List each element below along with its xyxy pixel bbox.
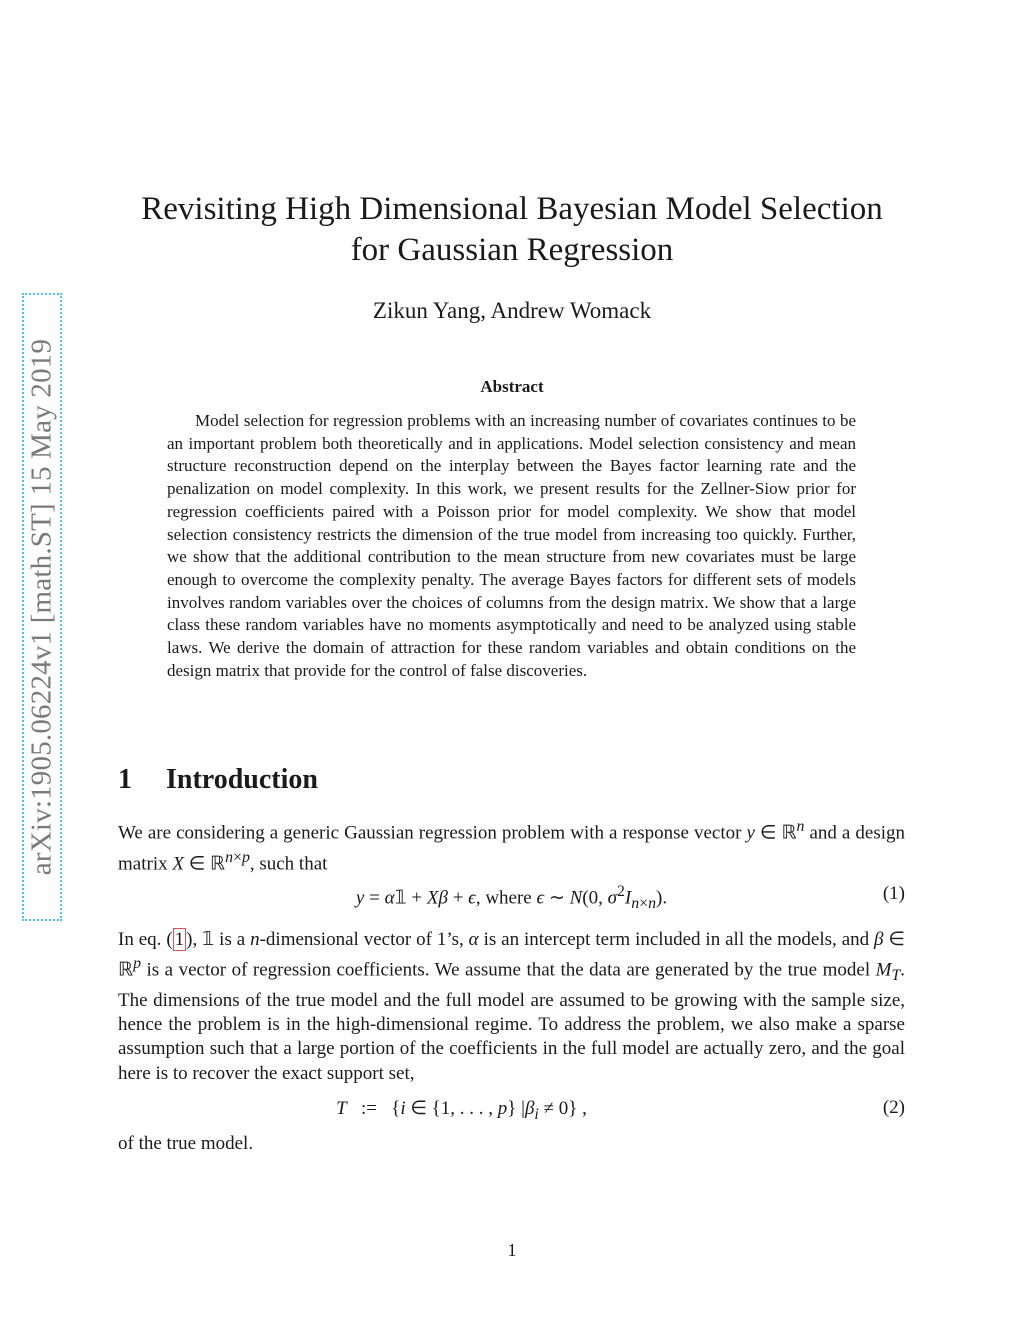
equation-2-expression: T := {i ∈ {1, . . . , p} $|\beta_i \ne 0$} , [336,1098,587,1123]
text-span: is a vector of regression coefficients. We assume that the data are generated by the true model [140,959,876,981]
intro-paragraph-3: of the true model. [118,1133,254,1154]
text-span: and a design matrix [118,822,905,874]
text-span: is an intercept term included in all the models, and [478,929,875,950]
text-span: . The dimensions of the true model and the full model are assumed to be growing with the sample size, hence the problem is in the high-dimensional regime. To address the problem, we also make a sparse assumption such that a large portion of the coefficients in the full model are actually zero, and the goal here is to recover the exact support set, [118,959,905,1084]
section-title: Introduction [166,764,318,795]
title-line-1: Revisiting High Dimensional Bayesian Model Selection [141,191,883,227]
text-span: ), 𝟙 is a [186,929,251,950]
equation-1-expression: y = α𝟙 + Xβ + ϵ, where ϵ ∼ N(0, $\sigma^2I_{n\times n}$). [355,883,668,913]
text-span: In eq. ( [118,929,173,950]
abstract-heading: Abstract [480,377,544,396]
equation-2-number: (2) [882,1097,905,1118]
text-span: We are considering a generic Gaussian regression problem with a response vector [118,822,747,844]
section-heading [118,764,318,796]
intro-paragraph-2: In eq. ( 1 ), 𝟙 is a n-dimensional vector of 1’s, α is an intercept term included in all the models, and β ∈ ℝ$^p$ is a vector of regression coefficients. We assume that the data are generated by the true model $M_T$. The dimensions of the true model and the full model are assumed to be growing with the sample size, hence the problem is in the high-dimensional regime. To address the problem, we also make a sparse assumption such that a large portion of the coefficients in the full model are actually zero, and the goal here is to recover the exact support set, [118,929,905,1084]
page-number: 1 [507,1240,517,1260]
title-line-2: for Gaussian Regression [350,232,674,268]
equation-1 [118,883,905,913]
equation-ref-link[interactable]: 1 [174,929,185,950]
arxiv-identifier: arXiv:1905.06224v1 [math.ST] 15 May 2019 [25,338,58,876]
text-span: -dimensional vector of 1’s, [259,929,469,950]
intro-paragraph-1: We are considering a generic Gaussian regression problem with a response vector y ∈ ℝ$^n$ and a design matrix X ∈ ℝ$^{n\times p}$, such that [118,818,905,874]
paper-title [0,189,1024,271]
section-number: 1 [118,764,132,795]
abstract-text: Model selection for regression problems with an increasing number of covariates continues to be an important problem both theoretically and in applications. Model selection consistency and mean structure reconstruction depend on the interplay between the Bayes factor learning rate and the penalization on model complexity. In this work, we present results for the Zellner-Siow prior for regression coefficients paired with a Poisson prior for model complexity. We show that model selection consistency restricts the dimension of the true model from increasing too quickly. Further, we show that the additional contribution to the mean structure from new covariates must be large enough to overcome the complexity penalty. The average Bayes factors for different sets of models involves random variables over the choices of columns from the design matrix. We show that a large class these random variables have no moments asymptotically and need to be analyzed using stable laws. We derive the domain of attraction for these random variables and obtain conditions on the design matrix that provide for the control of false discoveries. [167,411,856,680]
equation-2 [118,1097,905,1123]
text-span: , such that [249,852,328,874]
authors: Zikun Yang, Andrew Womack [372,298,652,323]
equation-1-number: (1) [882,883,905,904]
